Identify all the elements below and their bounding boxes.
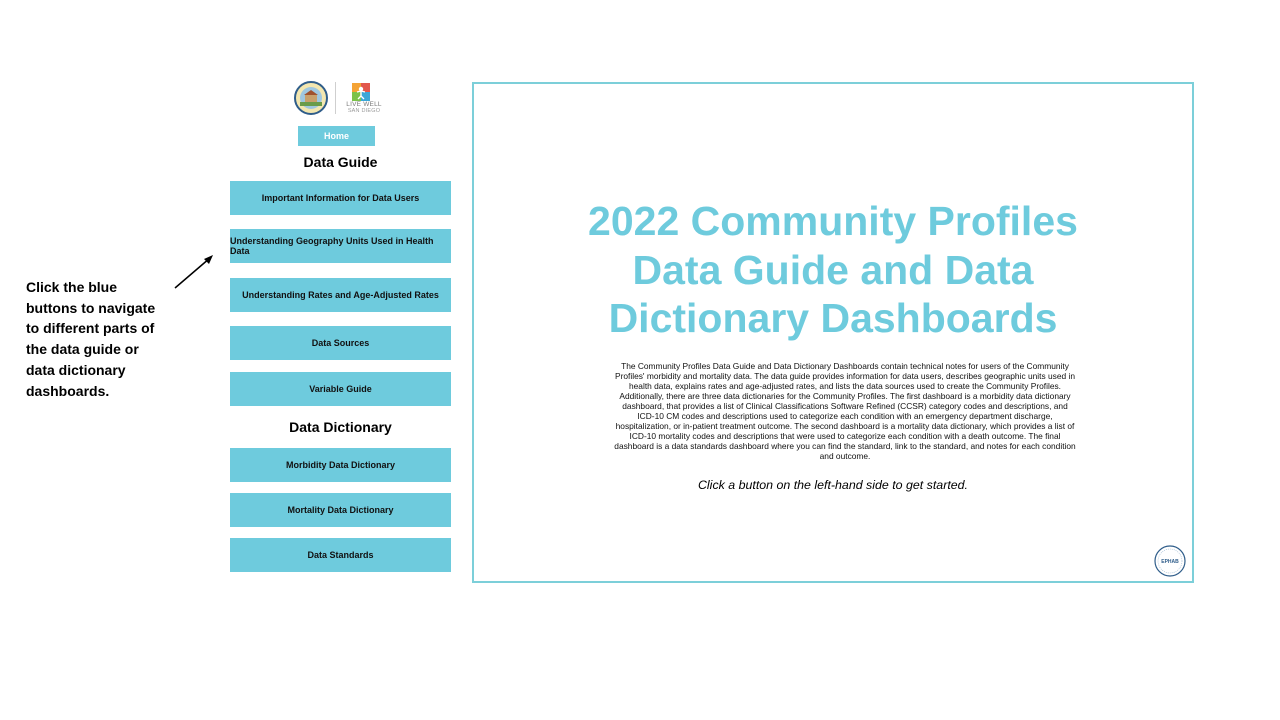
geography-units-button[interactable]: Understanding Geography Units Used in Health Data	[230, 229, 451, 263]
instruction-text	[26, 277, 176, 401]
page-title	[474, 197, 1192, 343]
morbidity-dictionary-button[interactable]: Morbidity Data Dictionary	[230, 448, 451, 482]
data-sources-button[interactable]: Data Sources	[230, 326, 451, 360]
ephab-badge-icon	[1154, 545, 1186, 577]
live-well-wordmark	[342, 101, 386, 115]
data-dictionary-heading: Data Dictionary	[289, 419, 392, 435]
live-well-logo-icon	[352, 83, 370, 101]
variable-guide-button[interactable]: Variable Guide	[230, 372, 451, 406]
call-to-action: Click a button on the left-hand side to get started.	[697, 478, 968, 492]
important-information-button[interactable]: Important Information for Data Users	[230, 181, 451, 215]
instruction-line: the data guide or	[26, 341, 139, 358]
mortality-dictionary-button[interactable]: Mortality Data Dictionary	[230, 493, 451, 527]
badge-text: EPHAB	[1161, 559, 1179, 565]
title-line: Dictionary Dashboards	[608, 295, 1058, 341]
instruction-line: to different parts of	[26, 320, 155, 337]
instruction-line: data dictionary	[26, 361, 126, 378]
logo-row	[290, 80, 390, 118]
county-seal-icon	[294, 81, 328, 115]
live-well-line2: SAN DIEGO	[347, 108, 381, 114]
instruction-line: Click the blue	[26, 279, 118, 295]
rates-button[interactable]: Understanding Rates and Age-Adjusted Rates	[230, 278, 451, 312]
data-standards-button[interactable]: Data Standards	[230, 538, 451, 572]
description-text: The Community Profiles Data Guide and Data Dictionary Dashboards contain technical notes for users of the Community Profiles' morbidity and mortality data. The data guide provides information for data users, describes geographic units used in health data, explains rates and age-adjusted rates, and lists the data sources used to create the Community Profiles. Additionally, there are three data dictionaries for the Community Profiles. The first dashboard is a morbidity data dictionary dashboard, that provides a list of Clinical Classifications Software Refined (CCSR) category codes and descriptions, and ICD-10 CM codes and descriptions used to categorize each condition with an emergency department discharge, hospitalization, or in-patient treatment outcome. The second dashboard is a mortality data dictionary, which provides a list of ICD-10 mortality codes and descriptions that were used to categorize each condition with a death outcome. The final dashboard is a data standards dashboard where you can find the standard, link to the standard, and notes for each condition and outcome.	[614, 361, 1076, 461]
pointer-arrow-icon	[170, 250, 218, 292]
main-panel	[472, 82, 1194, 583]
logo-divider	[335, 82, 336, 114]
home-button[interactable]: Home	[298, 126, 375, 146]
live-well-line1: LIVE WELL	[346, 101, 382, 108]
instruction-line: dashboards.	[26, 382, 110, 399]
title-line: 2022 Community Profiles	[588, 198, 1078, 244]
instruction-line: buttons to navigate	[26, 299, 156, 316]
title-line: Data Guide and Data	[632, 246, 1034, 293]
data-guide-heading: Data Guide	[303, 154, 378, 170]
